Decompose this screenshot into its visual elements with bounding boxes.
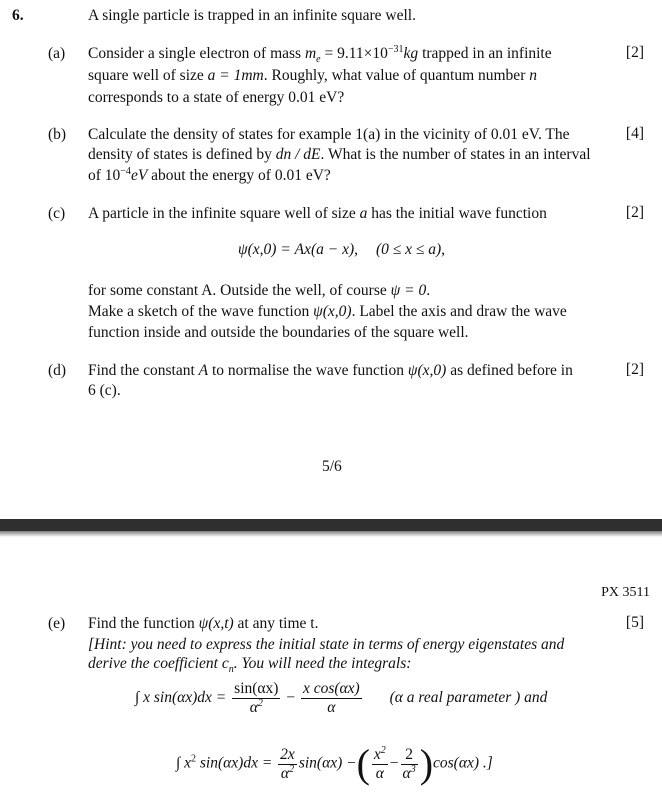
part-b-line3: [88, 166, 331, 186]
part-a-line2: [88, 66, 537, 86]
minus-sign: −: [286, 689, 296, 707]
numerator: [372, 746, 388, 765]
denominator: [401, 765, 418, 783]
numerator-exponent: 2: [380, 744, 386, 756]
c-subscript: n: [228, 664, 234, 676]
denominator-base: α: [280, 764, 290, 782]
minus-sign: −: [389, 754, 399, 772]
page-number: 5/6: [322, 458, 342, 475]
denominator: [278, 765, 297, 783]
part-a-text: square well of size: [88, 67, 204, 84]
part-c-line2: for some constant A. Outside the well, of course ψ = 0.: [88, 282, 431, 299]
part-c-text: . Label the axis and draw the wave: [351, 303, 567, 320]
integral-2-paren-fraction-1: [372, 746, 388, 783]
numerator-base: x: [373, 745, 381, 763]
part-d-line1: [88, 361, 573, 381]
hint-text: . You will need the integrals:: [233, 655, 412, 672]
integral-1-note: (α a real parameter ) and: [389, 689, 548, 707]
equation-domain: (0 ≤ x ≤ a),: [375, 241, 446, 258]
part-a-marks: [2]: [625, 44, 644, 61]
integral-1-lhs: ∫ x sin(αx)dx =: [135, 689, 227, 707]
psi-expr: ψ(x,0): [313, 303, 352, 320]
denominator: α: [327, 699, 336, 716]
part-b-line2: [88, 145, 591, 165]
part-e-text: at any time t.: [237, 615, 319, 632]
part-e-line1: [88, 614, 318, 634]
psi-expr: ψ(x,t): [198, 615, 234, 632]
hint-line2: [88, 654, 411, 674]
part-a-line1: [88, 44, 552, 64]
page-header-code: PX 3511: [601, 585, 650, 600]
part-a-line3: corresponds to a state of energy 0.01 eV?: [88, 89, 345, 106]
integral-2-lhs-rest: sin(αx)dx =: [199, 754, 273, 772]
a-symbol: a: [359, 205, 368, 222]
part-a-text: trapped in an infinite: [422, 45, 552, 62]
mass-value: = 9.11×10: [324, 45, 388, 62]
part-e-label: (e): [48, 615, 66, 632]
integral-1-fraction-2: [301, 680, 362, 717]
psi-zero: ψ = 0: [390, 282, 427, 299]
psi-expr: ψ(x,0): [407, 362, 447, 379]
part-b-marks: [4]: [625, 125, 644, 142]
part-d-text: as defined before in: [450, 362, 573, 379]
part-c-label: (c): [48, 205, 66, 222]
dos-expr: dn / dE: [275, 146, 321, 163]
part-b-text: about the energy of 0.01 eV?: [151, 167, 331, 184]
mass-unit: kg: [403, 45, 419, 62]
wave-function-equation: [238, 240, 445, 260]
n-symbol: n: [529, 67, 537, 84]
denominator: [232, 699, 280, 717]
part-c-text: A particle in the infinite square well of size: [88, 205, 356, 222]
part-a-text: Consider a single electron of mass: [88, 45, 302, 62]
c-symbol: c: [221, 655, 229, 672]
question-number: 6.: [12, 7, 24, 24]
size-expr: a = 1mm: [207, 67, 264, 84]
denominator-exponent: 2: [289, 763, 295, 775]
part-b-text: of 10: [88, 167, 121, 184]
part-c-text: has the initial wave function: [371, 205, 547, 222]
part-b-text: . What is the number of states in an interval: [320, 146, 591, 163]
integral-2: [176, 741, 493, 786]
integral-2-lhs: ∫ x: [176, 754, 192, 772]
part-c-line1: [88, 204, 547, 224]
part-e-marks: [5]: [625, 614, 644, 631]
integral-2-paren-fraction-2: [401, 746, 418, 783]
integral-2-fraction-1: [278, 746, 297, 783]
numerator: 2: [401, 746, 418, 765]
denominator-base: α: [402, 764, 411, 782]
part-c-line3: [88, 302, 567, 322]
part-e-text: Find the function: [88, 615, 195, 632]
question-intro: A single particle is trapped in an infinite square well.: [88, 7, 416, 24]
interval-unit: eV: [130, 167, 148, 184]
part-c-marks: [2]: [625, 204, 644, 221]
part-d-text: Find the constant: [88, 362, 195, 379]
numerator: 2x: [280, 745, 295, 763]
part-c-text: for some constant A. Outside the well, of course: [88, 282, 387, 299]
page-divider: [0, 519, 662, 531]
mass-symbol: m: [304, 45, 317, 62]
part-b-label: (b): [48, 126, 67, 143]
hint-text: derive the coefficient: [88, 655, 218, 672]
hint-line1: [Hint: you need to express the initial state in terms of energy eigenstates and: [88, 636, 565, 653]
part-c-line4: function inside and outside the boundaries of the square well.: [88, 324, 469, 341]
part-d-label: (d): [48, 362, 67, 379]
numerator: x cos(αx): [302, 680, 360, 697]
integral-2-tail: cos(αx) .]: [433, 754, 493, 772]
equation: ψ(x,0) = Ax(a − x),: [238, 241, 359, 258]
part-b-line1: Calculate the density of states for example 1(a) in the vicinity of 0.01 eV. The: [88, 126, 570, 143]
right-paren: ): [419, 741, 434, 786]
integral-1: [135, 680, 547, 717]
integral-2-sin-term: sin(αx) −: [298, 754, 357, 772]
denominator-exponent: 2: [257, 697, 263, 709]
integral-1-fraction-1: [232, 680, 280, 717]
numerator: sin(αx): [234, 680, 279, 697]
mass-subscript: e: [316, 54, 321, 66]
integral-2-lhs-exponent: 2: [191, 753, 197, 765]
denominator-base: α: [249, 699, 258, 716]
part-a-label: (a): [48, 45, 66, 62]
part-c-text: Make a sketch of the wave function: [88, 303, 310, 320]
denominator: α: [375, 764, 384, 782]
part-d-line2: 6 (c).: [88, 382, 121, 399]
part-d-marks: [2]: [625, 361, 644, 378]
part-d-text: to normalise the wave function: [212, 362, 404, 379]
mass-exponent: −31: [387, 43, 404, 55]
part-a-text: . Roughly, what value of quantum number: [263, 67, 526, 84]
part-b-text: density of states is defined by: [88, 146, 272, 163]
interval-exponent: −4: [120, 165, 131, 177]
page-divider-shadow: [0, 531, 662, 537]
denominator-exponent: 3: [410, 763, 416, 775]
left-paren: (: [356, 741, 370, 786]
A-symbol: A: [198, 362, 209, 379]
